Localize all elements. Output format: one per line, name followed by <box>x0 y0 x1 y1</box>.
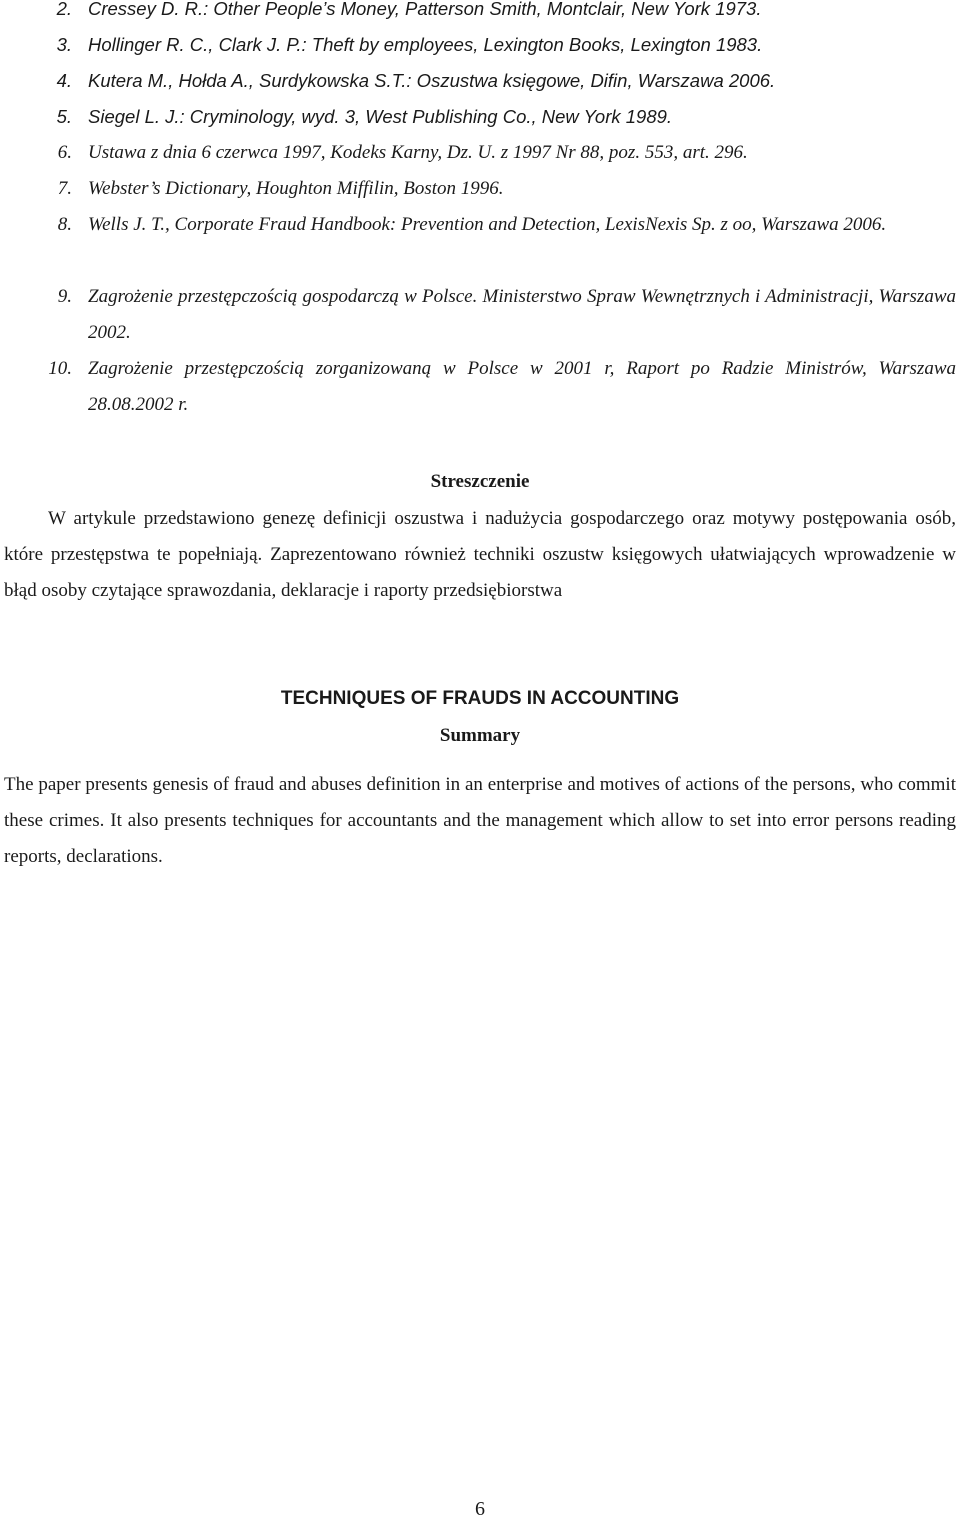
reference-text: Wells J. T., Corporate Fraud Handbook: Prevention and Detection, LexisNexis Sp. z oo, Warszawa 2006. <box>88 214 887 235</box>
reference-text: Zagrożenie przestępczością gospodarczą w Polsce. Ministerstwo Spraw Wewnętrznych i Administracji, Warszawa 2002. <box>88 286 956 343</box>
abstract-pl-heading: Streszczenie <box>430 471 530 492</box>
summary-heading: Summary <box>439 725 521 746</box>
reference-number: 8. <box>57 214 72 235</box>
summary-body: The paper presents genesis of fraud and abuses definition in an enterprise and motives of actions of the persons, who commit these crimes. It also presents techniques for accountants and the management which allow to set into error persons reading reports, declarations. <box>4 774 956 867</box>
reference-number: 3. <box>56 34 72 55</box>
reference-number: 9. <box>57 286 72 307</box>
abstract-pl-text: W artykule przedstawiono genezę definicji oszustwa i nadużycia gospodarczego oraz motywy postępowania osób, które przestępstwa te popełniają. Zaprezentowano również techniki oszustw księgowych ułatwiających wprowadzenie w błąd osoby czytające sprawozdania, deklaracje i raporty przedsiębiorstwa <box>4 508 956 601</box>
reference-text: Siegel L. J.: Cryminology, wyd. 3, West Publishing Co., New York 1989. <box>88 106 673 127</box>
reference-number: 5. <box>56 106 72 127</box>
reference-number: 4. <box>56 70 72 91</box>
page-number: 6 <box>475 1498 485 1520</box>
reference-number: 2. <box>56 0 72 19</box>
english-title: TECHNIQUES OF FRAUDS IN ACCOUNTING <box>280 688 680 709</box>
reference-text: Zagrożenie przestępczością zorganizowaną w Polsce w 2001 r, Raport po Radzie Ministrów, Warszawa 28.08.2002 r. <box>88 358 956 415</box>
reference-number: 7. <box>57 178 72 199</box>
reference-text: Hollinger R. C., Clark J. P.: Theft by employees, Lexington Books, Lexington 1983. <box>88 34 763 55</box>
reference-text: Ustawa z dnia 6 czerwca 1997, Kodeks Karny, Dz. U. z 1997 Nr 88, poz. 553, art. 296. <box>88 142 748 163</box>
reference-text: Cressey D. R.: Other People’s Money, Patterson Smith, Montclair, New York 1973. <box>88 0 762 19</box>
reference-text: Webster’s Dictionary, Houghton Miffilin, Boston 1996. <box>88 178 504 199</box>
reference-number: 6. <box>57 142 72 163</box>
reference-text: Kutera M., Hołda A., Surdykowska S.T.: Oszustwa księgowe, Difin, Warszawa 2006. <box>88 70 776 91</box>
abstract-pl-body <box>4 501 956 609</box>
reference-number: 10. <box>48 358 72 379</box>
